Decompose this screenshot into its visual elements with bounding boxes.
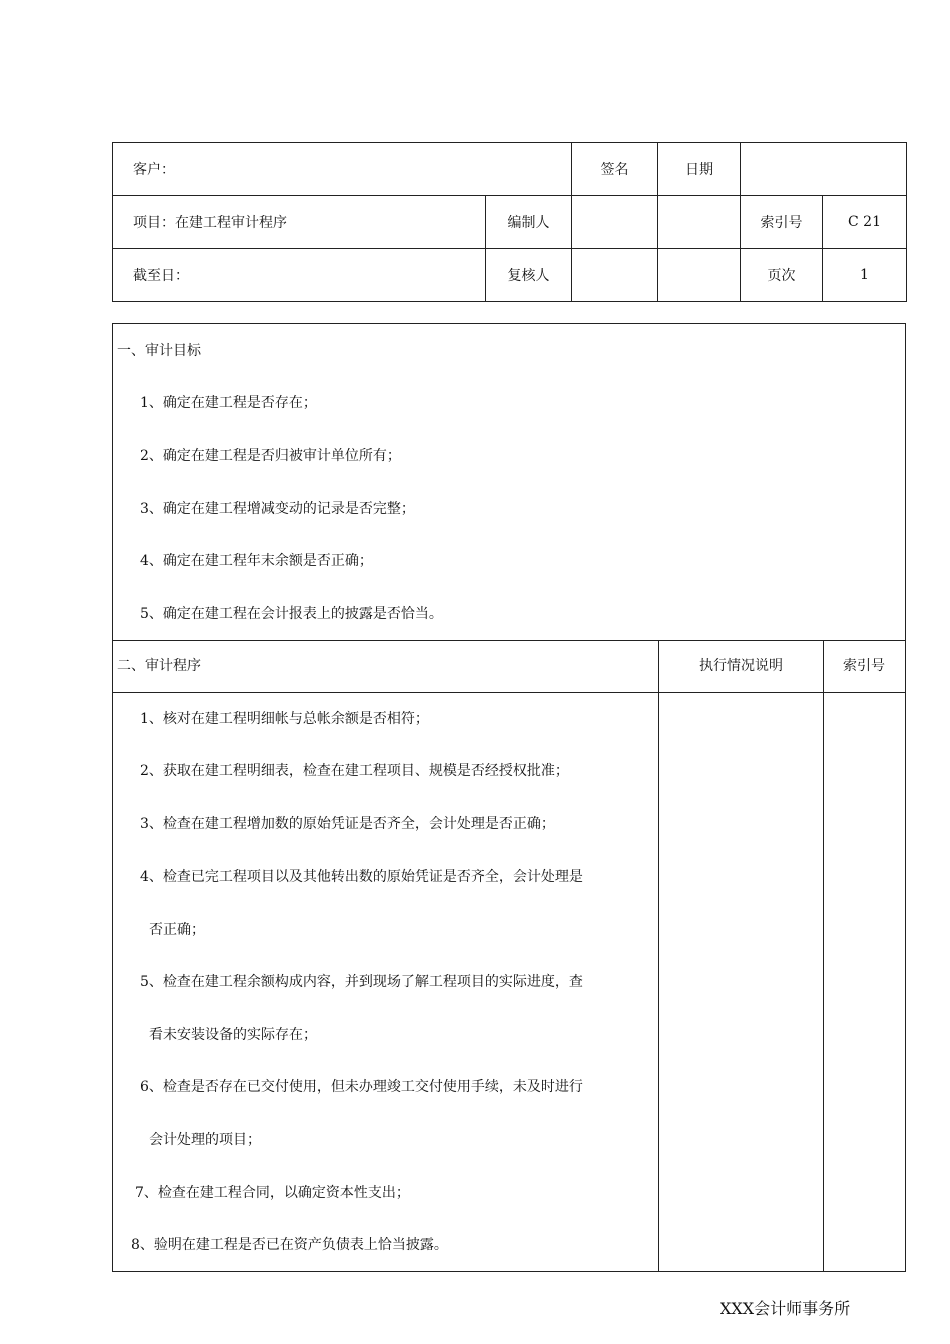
index-value-cell: C 21 [823, 196, 907, 249]
procedure-item: 4、检查已完工程项目以及其他转出数的原始凭证是否齐全，会计处理是 [140, 869, 583, 885]
preparer-sign-cell[interactable] [572, 196, 658, 249]
objectives-heading: 一、审计目标 [117, 343, 201, 359]
procedure-item: 1、核对在建工程明细帐与总帐余额是否相符； [140, 711, 429, 727]
date-value-cell[interactable] [741, 143, 907, 196]
firm-name-footer: XXX会计师事务所 [720, 1299, 851, 1318]
preparer-date-cell[interactable] [658, 196, 741, 249]
date-label-cell: 日期 [658, 143, 741, 196]
procedures-heading: 二、审计程序 [117, 658, 201, 674]
execution-column-border [658, 640, 659, 1271]
project-cell: 项目：在建工程审计程序 [113, 196, 486, 249]
objective-item: 5、确定在建工程在会计报表上的披露是否恰当。 [140, 606, 443, 622]
header-row-client [113, 143, 907, 196]
sign-label-cell: 签名 [572, 143, 658, 196]
objective-item: 4、确定在建工程年末余额是否正确； [140, 553, 373, 569]
procedure-item: 7、检查在建工程合同，以确定资本性支出； [135, 1185, 410, 1201]
header-row-cutoff [113, 249, 907, 302]
page-value-cell: 1 [823, 249, 907, 302]
reviewer-date-cell[interactable] [658, 249, 741, 302]
section-divider [113, 640, 905, 641]
objective-item: 3、确定在建工程增减变动的记录是否完整； [140, 501, 415, 517]
header-row-project [113, 196, 907, 249]
preparer-label-cell: 编制人 [486, 196, 572, 249]
objective-item: 2、确定在建工程是否归被审计单位所有； [140, 448, 401, 464]
audit-program-body [112, 323, 906, 1272]
procedure-item: 8、验明在建工程是否已在资产负债表上恰当披露。 [131, 1237, 448, 1253]
procedure-item: 5、检查在建工程余额构成内容，并到现场了解工程项目的实际进度，查 [140, 974, 583, 990]
cutoff-cell: 截至日： [113, 249, 486, 302]
reviewer-label-cell: 复核人 [486, 249, 572, 302]
execution-column-header: 执行情况说明 [699, 658, 783, 674]
procedure-item-continuation: 否正确； [149, 922, 205, 938]
index-column-header: 索引号 [843, 658, 885, 674]
page-label-cell: 页次 [741, 249, 823, 302]
procedure-item: 6、检查是否存在已交付使用，但未办理竣工交付使用手续，未及时进行 [140, 1079, 583, 1095]
procedure-item: 3、检查在建工程增加数的原始凭证是否齐全，会计处理是否正确； [140, 816, 555, 832]
procedure-item-continuation: 看未安装设备的实际存在； [149, 1027, 317, 1043]
objective-item: 1、确定在建工程是否存在； [140, 395, 317, 411]
index-label-cell: 索引号 [741, 196, 823, 249]
procedure-item: 2、获取在建工程明细表，检查在建工程项目、规模是否经授权批准； [140, 763, 569, 779]
procedure-item-continuation: 会计处理的项目； [149, 1132, 261, 1148]
index-column-border [823, 640, 824, 1271]
reviewer-sign-cell[interactable] [572, 249, 658, 302]
header-table [112, 142, 907, 302]
client-cell: 客户： [113, 143, 572, 196]
procedure-header-divider [113, 692, 905, 693]
